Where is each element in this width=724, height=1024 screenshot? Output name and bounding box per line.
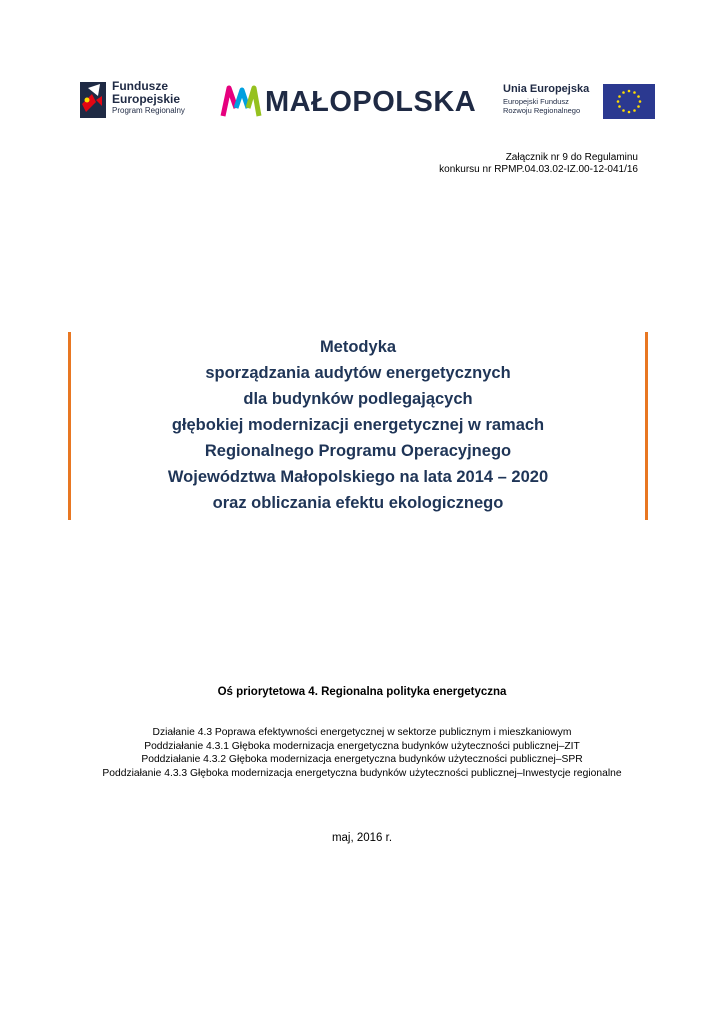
- eu-flag-icon: [603, 84, 655, 119]
- annex-note: [439, 152, 638, 176]
- fundusze-line1: Fundusze: [112, 79, 168, 93]
- eu-logo: [503, 84, 655, 120]
- malopolska-m-emblem: [220, 82, 262, 120]
- malopolska-wordmark: MAŁOPOLSKA: [265, 86, 477, 118]
- annex-line1: Załącznik nr 9 do Regulaminu: [505, 152, 638, 163]
- measure-item: Poddziałanie 4.3.1 Głęboka modernizacja energetyczna budynków użyteczności publicznej–ZIT: [144, 740, 580, 752]
- measures-list: [0, 726, 724, 780]
- title-line: głębokiej modernizacji energetycznej w ramach: [171, 416, 545, 434]
- annex-line2: konkursu nr RPMP.04.03.02-IZ.00-12-041/16: [439, 164, 638, 175]
- fundusze-line2: Europejskie: [112, 92, 181, 106]
- document-date: maj, 2016 r.: [331, 832, 393, 844]
- eu-line3: Rozwoju Regionalnego: [503, 106, 581, 115]
- title-line: dla budynków podlegających: [243, 390, 473, 408]
- fundusze-europejskie-logo: [78, 78, 208, 122]
- title-line: sporządzania audytów energetycznych: [205, 364, 511, 382]
- title-accent-bar-right: [645, 332, 648, 520]
- title-line: oraz obliczania efektu ekologicznego: [212, 494, 504, 512]
- logo-bar: [78, 78, 654, 122]
- measure-item: Poddziałanie 4.3.3 Głęboka modernizacja energetyczna budynków użyteczności publicznej–Inwestycje regionalne: [102, 767, 622, 779]
- measure-item: Działanie 4.3 Poprawa efektywności energetycznej w sektorze publicznym i mieszkaniowym: [152, 727, 572, 738]
- document-title: [80, 334, 636, 516]
- eu-line1: Unia Europejska: [503, 83, 590, 95]
- fundusze-europejskie-emblem: [78, 78, 108, 122]
- priority-axis: Oś priorytetowa 4. Regionalna polityka energetyczna: [217, 686, 507, 698]
- title-accent-bar-left: [68, 332, 71, 520]
- title-line: Województwa Małopolskiego na lata 2014 – 2020: [167, 468, 549, 486]
- title-line: Metodyka: [319, 338, 397, 356]
- measure-item: Poddziałanie 4.3.2 Głęboka modernizacja energetyczna budynków użyteczności publicznej–SPR: [141, 754, 583, 765]
- title-line: Regionalnego Programu Operacyjnego: [204, 442, 512, 460]
- fundusze-line3: Program Regionalny: [112, 106, 185, 115]
- malopolska-logo: [220, 82, 477, 122]
- eu-line2: Europejski Fundusz: [503, 97, 569, 106]
